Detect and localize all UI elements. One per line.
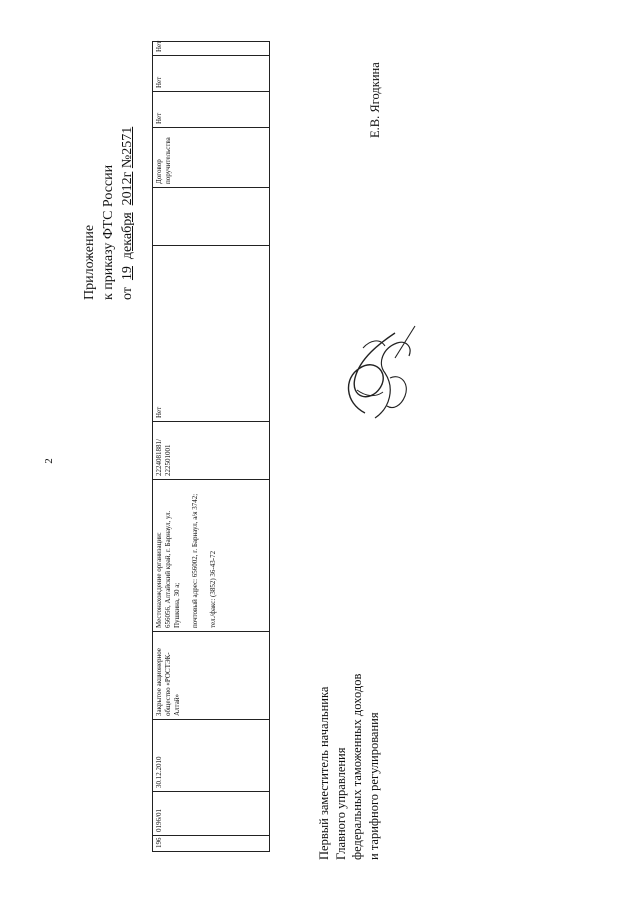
signer-line-4: и тарифного регулирования [366,712,381,860]
cell-address [153,480,270,632]
cell-guarantee: Договор поручительства [153,128,270,188]
cell-date: 30.12.2010 [153,720,270,792]
heading-line-2: к приказу ФТС России [101,164,116,300]
cell-col11: Нет [153,42,270,56]
heading-day: 19 [120,266,135,281]
cell-col9: Нет [153,92,270,128]
handwritten-signature [335,318,420,428]
cell-code: 0196/01 [153,792,270,836]
heading-line-1: Приложение [82,224,97,300]
signer-line-2: Главного управления [333,747,348,860]
cell-organization: Закрытое акционерное общество «РОСТЭК-Алтай» [153,632,270,720]
heading-month: декабря [120,212,135,260]
cell-col6: Нет [153,246,270,422]
cell-inn-kpp: 2224081881/ 222501001 [153,422,270,480]
address-line-2: 656056, Алтайский край, г. Барнаул, ул. Пушкина, 30 а; [164,510,181,628]
address-line-3: почтовый адрес: 656002, г. Барнаул, а/я 3742; [191,493,199,628]
cell-col10: Нет [153,56,270,92]
cell-col7 [153,188,270,246]
heading-from: от [120,287,135,300]
cell-number: 196 [153,836,270,852]
page-number: 2 [42,458,55,464]
signer-line-1: Первый заместитель начальника [317,686,331,860]
signer-name: Е.В. Ягодкина [368,62,382,138]
heading-year: 2012г [120,171,135,206]
address-line-1: Местонахождение организации: [155,532,163,628]
appendix-heading [80,40,137,300]
signer-line-3: федеральных таможенных доходов [350,673,364,860]
heading-order-number: №2571 [120,126,135,169]
table-row [153,42,270,852]
signer-title [316,520,382,860]
heading-line-3 [118,40,137,300]
address-line-4: тел./факс: (3852) 36-43-72 [209,550,217,628]
registry-table [152,42,270,852]
